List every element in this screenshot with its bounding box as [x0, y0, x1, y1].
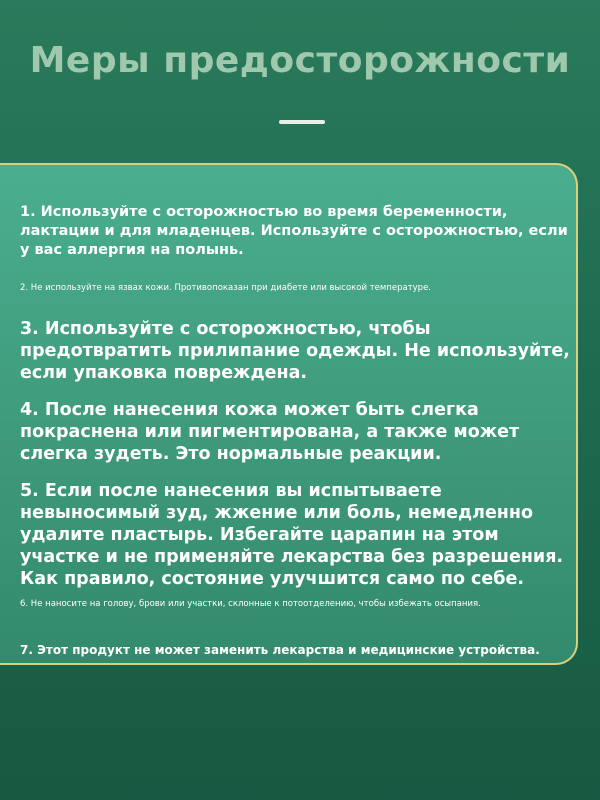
precaution-item-1: 1. Используйте с осторожностью во время беременности, лактации и для младенцев. Используйте с осторожностью, если у вас аллергия на полынь.: [20, 204, 568, 258]
precaution-item-3: 3. Используйте с осторожностью, чтобы предотвратить прилипание одежды. Не используйте, если упаковка повреждена.: [20, 319, 570, 383]
precaution-item-7: 7. Этот продукт не может заменить лекарства и медицинские устройства.: [20, 643, 540, 657]
precaution-item-5: 5. Если после нанесения вы испытываете невыносимый зуд, жжение или боль, немедленно удалите пластырь. Избегайте царапин на этом участке и не применяйте лекарства без разрешения. Как правило, состояние улучшится само по себе.: [20, 481, 564, 589]
page-title: Меры предосторожности: [29, 40, 571, 81]
precaution-item-2: 2. Не используйте на язвах кожи. Противопоказан при диабете или высокой температуре.: [20, 283, 431, 293]
precaution-item-6: 6. Не наносите на голову, брови или участки, склонные к потоотделению, чтобы избежать осыпания.: [20, 599, 481, 609]
precaution-item-4: 4. После нанесения кожа может быть слегка покраснена или пигментирована, а также может слегка зудеть. Это нормальные реакции.: [20, 400, 520, 464]
title-underline: [279, 120, 325, 124]
